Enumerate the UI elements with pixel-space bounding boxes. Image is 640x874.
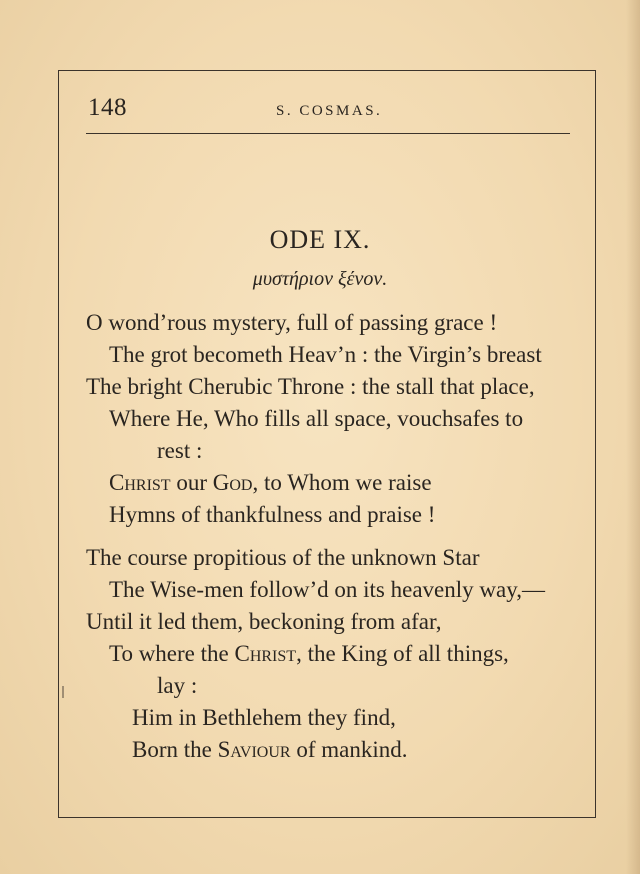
stanza1-line-6: Christ our God, to Whom we raise: [109, 470, 432, 495]
small-caps-christ: Christ: [109, 470, 171, 495]
stanza1-line-2: The grot becometh Heav’n : the Virgin’s breast: [109, 342, 542, 367]
running-title: S. COSMAS.: [276, 103, 383, 119]
small-caps-christ: Christ: [234, 641, 297, 666]
page-edge-shadow: [626, 0, 640, 874]
stanza1-line-3: The bright Cherubic Throne : the stall that place,: [86, 374, 535, 399]
margin-mark: [62, 686, 64, 698]
ode-title: ODE IX.: [269, 225, 371, 254]
stanza2-line-7: Born the Saviour of mankind.: [132, 737, 408, 762]
stanza2-line-2: The Wise-men follow’d on its heavenly way,—: [109, 577, 545, 602]
small-caps-god: God: [212, 470, 253, 495]
stanza2-line-3: Until it led them, beckoning from afar,: [86, 609, 442, 634]
stanza2-line-4: To where the Christ, the King of all things,: [109, 641, 509, 666]
stanza1-line-5: rest :: [157, 438, 203, 463]
stanza2-line-6: Him in Bethlehem they find,: [132, 705, 396, 730]
page-number: 148: [88, 94, 127, 121]
stanza1-line-1: O wond’rous mystery, full of passing grace !: [86, 310, 498, 335]
greek-subtitle: μυστήριον ξένον.: [252, 268, 388, 290]
stanza1-line-7: Hymns of thankfulness and praise !: [109, 502, 436, 527]
running-head: [88, 92, 570, 132]
stanza1-line-4: Where He, Who fills all space, vouchsafes to: [109, 406, 524, 431]
small-caps-saviour: Saviour: [217, 737, 291, 762]
header-rule: [86, 133, 570, 134]
stanza2-line-5: lay :: [157, 673, 198, 698]
stanza2-line-1: The course propitious of the unknown Star: [86, 545, 480, 570]
